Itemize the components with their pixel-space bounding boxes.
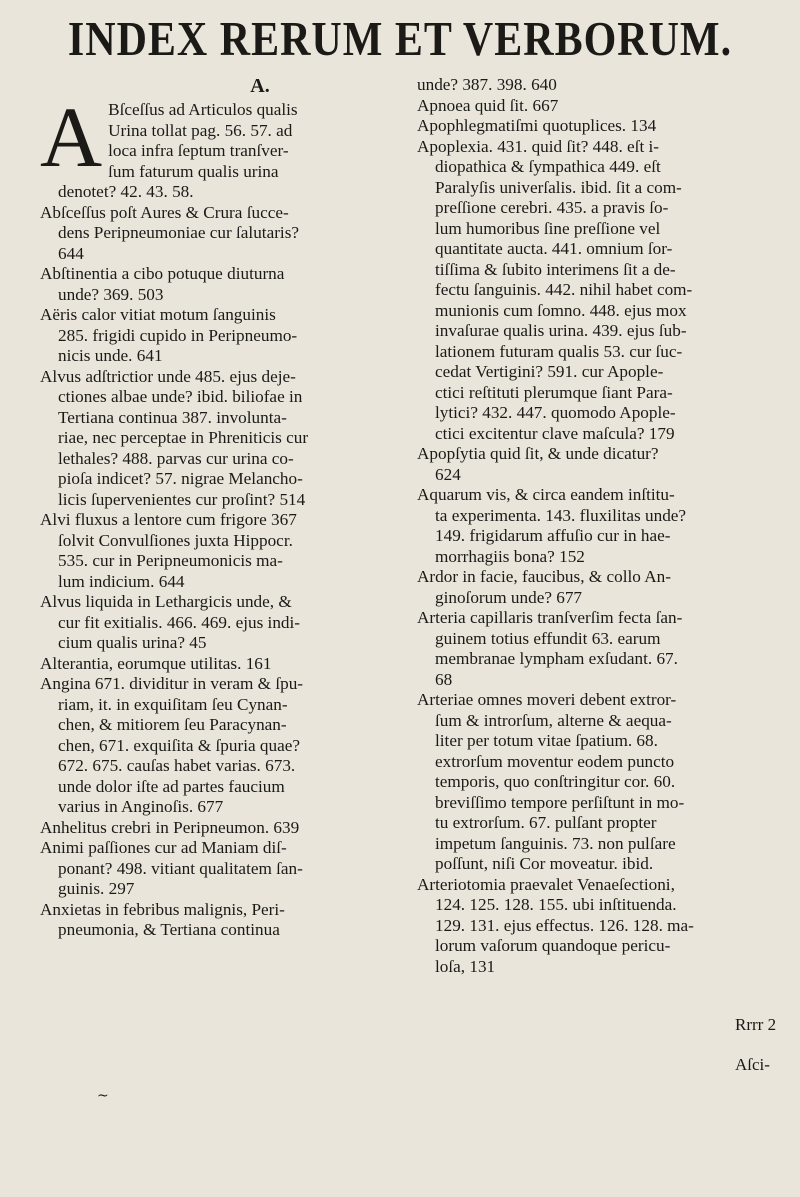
entry-line: 149. frigidarum affuſio cur in hae- — [435, 526, 671, 545]
entry-line: unde? 387. 398. 640 — [417, 75, 557, 94]
index-entry — [417, 485, 779, 567]
drop-cap-initial: A — [40, 89, 103, 185]
entry-line: munionis cum ſomno. 448. ejus mox — [435, 300, 687, 320]
entry-line: Bſceſſus ad Articulos qualis — [108, 100, 298, 119]
entry-line: lorum vaſorum quandoque pericu- — [435, 936, 671, 955]
entry-line: Angina 671. dividitur in veram & ſpu- — [40, 674, 304, 693]
entry-line: 129. 131. ejus effectus. 126. 128. ma- — [435, 915, 694, 935]
entry-line: Anxietas in febribus malignis, Peri- — [40, 899, 285, 919]
entry-line: temporis, quo conſtringitur cor. 60. — [435, 772, 676, 791]
entry-line: loſa, 131 — [435, 956, 496, 976]
entry-line: breviſſimo tempore perſiſtunt in mo- — [435, 792, 685, 812]
index-entry — [40, 510, 402, 592]
section-letter: A. — [250, 75, 270, 97]
entry-line: Abſceſſus poſt Aures & Crura ſucce- — [40, 202, 289, 222]
entry-line: extrorſum moventur eodem puncto — [435, 751, 675, 771]
entry-line: invaſurae qualis urina. 439. ejus ſub- — [435, 321, 687, 340]
entry-line: cium qualis urina? 45 — [58, 633, 207, 652]
entry-line: varius in Anginoſis. 677 — [58, 797, 224, 816]
entry-line: Tertiana continua 387. involunta- — [58, 407, 287, 427]
entry-line: membranae lympham exſudant. 67. — [435, 649, 678, 668]
index-entry — [417, 116, 779, 137]
index-entry — [417, 690, 779, 875]
entry-line: pioſa indicet? 57. nigrae Melancho- — [58, 469, 303, 488]
entry-line: 624 — [435, 464, 461, 484]
index-entry — [40, 89, 402, 203]
entry-line: guinem totius effundit 63. earum — [435, 628, 661, 648]
entry-line: tiſſima & ſubito interimens ſit a de- — [435, 259, 676, 279]
entry-line: chen, 671. exquiſita & ſpuria quae? — [58, 735, 300, 755]
entry-line: nicis unde. 641 — [58, 346, 163, 365]
entry-line: impetum ſanguinis. 73. non pulſare — [435, 833, 676, 853]
entry-line: ctici excitentur clave maſcula? 179 — [435, 423, 675, 443]
entry-line: preſſione cerebri. 435. a pravis ſo- — [435, 198, 669, 217]
entry-line: lytici? 432. 447. quomodo Apople- — [435, 403, 676, 422]
footnote-mark: ~ — [97, 1088, 109, 1104]
entry-line: lationem futuram qualis 53. cur ſuc- — [435, 341, 683, 361]
entry-line: loca infra ſeptum tranſver- — [108, 141, 289, 160]
index-entry — [40, 305, 402, 367]
entry-line: Anhelitus crebri in Peripneumon. 639 — [40, 817, 300, 837]
entry-line: Aquarum vis, & circa eandem inſtitu- — [417, 485, 675, 504]
entry-line: cedat Vertigini? 591. cur Apople- — [435, 362, 664, 381]
entry-line: riae, nec perceptae in Phreniticis cur — [58, 428, 309, 447]
entry-line: poſſunt, niſi Cor moveatur. ibid. — [435, 854, 654, 873]
page-signature — [735, 1015, 800, 1075]
entry-line: Arteria capillaris tranſverſim fecta ſan- — [417, 608, 683, 627]
entry-line: Apnoea quid ſit. 667 — [417, 95, 559, 115]
entry-line: 535. cur in Peripneumonicis ma- — [58, 551, 283, 570]
index-entry — [417, 96, 779, 117]
entry-line: ſum & introrſum, alterne & aequa- — [435, 710, 672, 730]
index-entry — [417, 875, 779, 978]
entry-line: 644 — [58, 243, 84, 263]
index-entry — [417, 608, 779, 690]
index-entry — [40, 818, 402, 839]
entry-line: ctiones albae unde? ibid. biliofae in — [58, 387, 303, 406]
index-entry — [40, 264, 402, 305]
entry-line: liter per totum vitae ſpatium. 68. — [435, 731, 658, 750]
entry-line: quantitate aucta. 441. omnium ſor- — [435, 239, 673, 258]
entry-line: licis ſupervenientes cur proſint? 514 — [58, 489, 306, 509]
entry-line: Alvus liquida in Lethargicis unde, & — [40, 592, 292, 611]
entry-line: guinis. 297 — [58, 879, 135, 898]
index-entry — [40, 674, 402, 818]
entry-line: ſolvit Convulſiones juxta Hippocr. — [58, 530, 293, 550]
entry-line: Alterantia, eorumque utilitas. 161 — [40, 653, 272, 673]
entry-line: riam, it. in exquiſitam ſeu Cynan- — [58, 694, 288, 714]
index-entry — [40, 367, 402, 511]
entry-line: pneumonia, & Tertiana continua — [58, 920, 280, 939]
entry-line: unde? 369. 503 — [58, 284, 164, 304]
entry-line: tu extrorſum. 67. pulſant propter — [435, 813, 657, 832]
entry-line: ctici reſtituti plerumque ſiant Para- — [435, 382, 673, 402]
entry-line: Arteriae omnes moveri debent extror- — [417, 690, 677, 709]
index-entry — [417, 137, 779, 445]
entry-line: ponant? 498. vitiant qualitatem ſan- — [58, 858, 303, 878]
entry-line: cur fit exitialis. 466. 469. ejus indi- — [58, 612, 301, 632]
entry-line: lum indicium. 644 — [58, 571, 185, 591]
entry-line: chen, & mitiorem ſeu Paracynan- — [58, 715, 287, 734]
index-entry — [40, 654, 402, 675]
entry-line: diopathica & ſympathica 449. eſt — [435, 157, 661, 176]
index-entry — [40, 203, 402, 265]
entry-line: Apoplexia. 431. quid ſit? 448. eſt i- — [417, 136, 660, 156]
entry-line: lum humoribus ſine preſſione vel — [435, 218, 661, 238]
entry-line: Urina tollat pag. 56. 57. ad — [108, 120, 293, 140]
entry-line: Aëris calor vitiat motum ſanguinis — [40, 305, 276, 324]
index-entry — [40, 900, 402, 941]
entry-line: morrhagiis bona? 152 — [435, 546, 585, 566]
index-entry — [417, 444, 779, 485]
entry-line: ta experimenta. 143. fluxilitas unde? — [435, 505, 687, 525]
catchword: Aſci- — [735, 1055, 770, 1074]
index-entry — [40, 838, 402, 900]
signature-mark: Rrrr 2 — [735, 1015, 777, 1034]
entry-line: fectu ſanguinis. 442. nihil habet com- — [435, 280, 693, 299]
entry-line: 68 — [435, 669, 453, 689]
entry-line: Alvi fluxus a lentore cum frigore 367 — [40, 510, 297, 529]
page-title: INDEX RERUM ET VERBORUM. — [67, 13, 733, 67]
right-column — [417, 75, 779, 977]
entry-line: ſum faturum qualis urina — [108, 161, 279, 181]
entry-line: unde dolor iſte ad partes faucium — [58, 776, 285, 796]
entry-line: 285. frigidi cupido in Peripneumo- — [58, 325, 298, 345]
entry-line: ginoſorum unde? 677 — [435, 587, 583, 607]
entry-line: denotet? 42. 43. 58. — [58, 182, 194, 201]
entry-line: Animi paſſiones cur ad Maniam diſ- — [40, 838, 287, 857]
index-entry — [417, 567, 779, 608]
index-entry — [417, 75, 779, 96]
entry-line: dens Peripneumoniae cur ſalutaris? — [58, 223, 300, 242]
left-column — [40, 89, 402, 941]
index-entry — [40, 592, 402, 654]
entry-line: Paralyſis univerſalis. ibid. ſit a com- — [435, 177, 682, 197]
entry-line: Apopſytia quid ſit, & unde dicatur? — [417, 444, 659, 463]
entry-line: 672. 675. cauſas habet varias. 673. — [58, 756, 296, 775]
entry-line: Apophlegmatiſmi quotuplices. 134 — [417, 116, 657, 135]
entry-line: Arteriotomia praevalet Venaeſectioni, — [417, 874, 675, 894]
entry-line: 124. 125. 128. 155. ubi inſtituenda. — [435, 895, 677, 914]
entry-line: Abſtinentia a cibo potuque diuturna — [40, 264, 285, 283]
entry-line: lethales? 488. parvas cur urina co- — [58, 448, 294, 468]
entry-line: Alvus adſtrictior unde 485. ejus deje- — [40, 366, 296, 386]
entry-line: Ardor in facie, faucibus, & collo An- — [417, 567, 671, 586]
